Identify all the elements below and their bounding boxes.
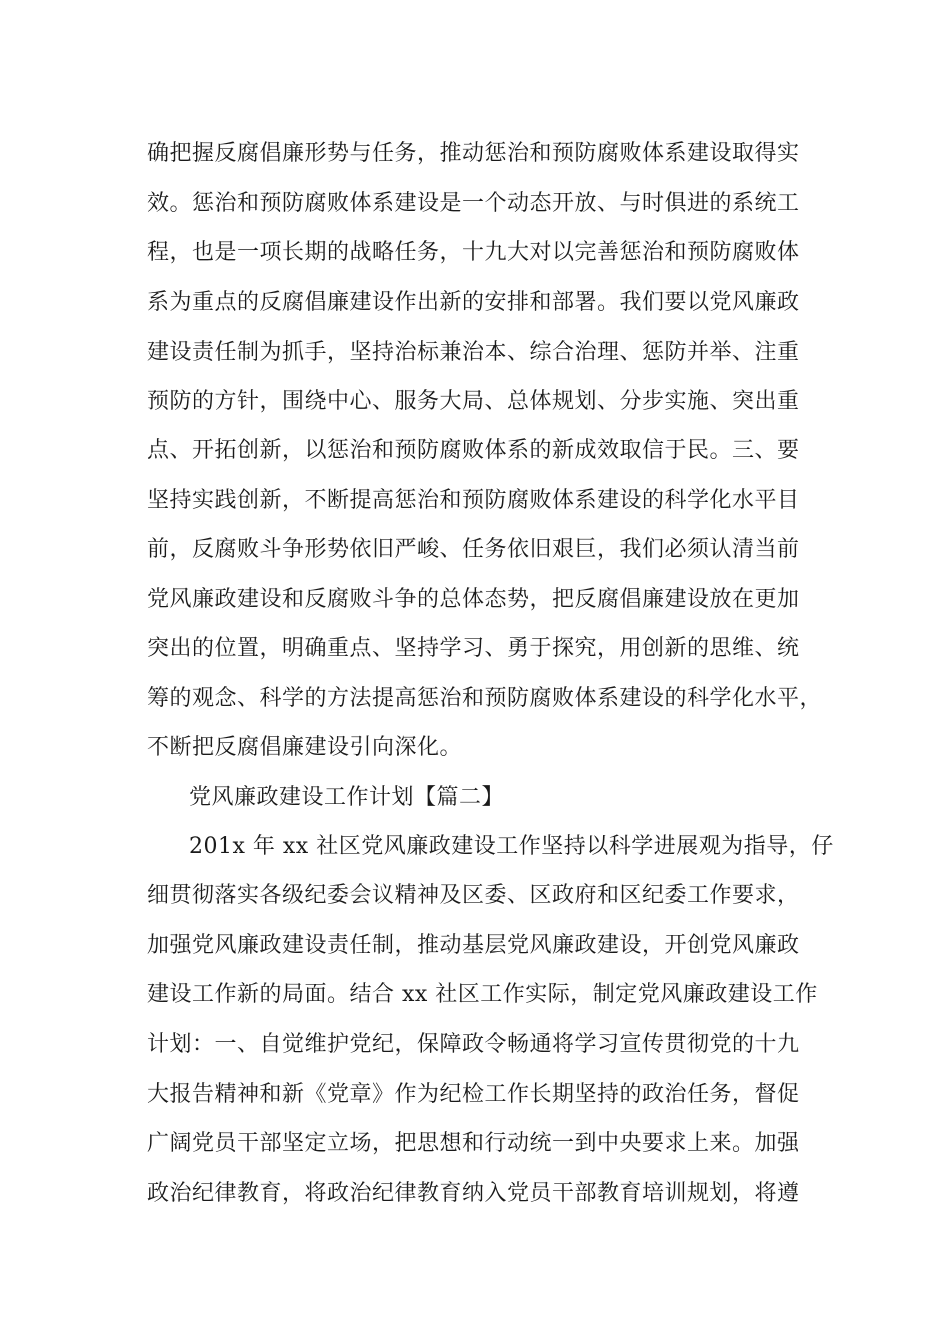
text-line: 政治纪律教育，将政治纪律教育纳入党员干部教育培训规划，将遵 (147, 1181, 800, 1206)
text-line: 广阔党员干部坚定立场，把思想和行动统一到中央要求上来。加强 (147, 1131, 800, 1156)
text-line: 不断把反腐倡廉建设引向深化。 (147, 735, 463, 760)
text-line: 大报告精神和新《党章》作为纪检工作长期坚持的政治任务，督促 (147, 1082, 800, 1107)
text-line: 党风廉政建设和反腐败斗争的总体态势，把反腐倡廉建设放在更加 (147, 587, 800, 612)
text-line: 坚持实践创新，不断提高惩治和预防腐败体系建设的科学化水平目 (147, 488, 800, 513)
text-line: 预防的方针，围绕中心、服务大局、总体规划、分步实施、突出重 (147, 389, 800, 414)
text-line: 201x 年 xx 社区党风廉政建设工作坚持以科学进展观为指导，仔 (189, 834, 834, 859)
text-line: 效。惩治和预防腐败体系建设是一个动态开放、与时俱进的系统工 (147, 191, 800, 216)
text-line: 建设责任制为抓手，坚持治标兼治本、综合治理、惩防并举、注重 (147, 340, 800, 365)
text-line: 细贯彻落实各级纪委会议精神及区委、区政府和区纪委工作要求， (147, 883, 800, 908)
text-line: 点、开拓创新，以惩治和预防腐败体系的新成效取信于民。三、要 (147, 438, 800, 463)
text-line: 加强党风廉政建设责任制，推动基层党风廉政建设，开创党风廉政 (147, 933, 800, 958)
text-line: 建设工作新的局面。结合 xx 社区工作实际，制定党风廉政建设工作 (147, 982, 818, 1007)
text-line: 程，也是一项长期的战略任务，十九大对以完善惩治和预防腐败体 (147, 240, 800, 265)
text-line: 筹的观念、科学的方法提高惩治和预防腐败体系建设的科学化水平， (147, 686, 823, 711)
text-line: 突出的位置，明确重点、坚持学习、勇于探究，用创新的思维、统 (147, 636, 800, 661)
text-line: 确把握反腐倡廉形势与任务，推动惩治和预防腐败体系建设取得实 (147, 141, 800, 166)
text-line: 系为重点的反腐倡廉建设作出新的安排和部署。我们要以党风廉政 (147, 290, 800, 315)
text-line: 计划：一、自觉维护党纪，保障政令畅通将学习宣传贯彻党的十九 (147, 1032, 800, 1057)
section-heading: 党风廉政建设工作计划【篇二】 (189, 785, 505, 810)
text-line: 前，反腐败斗争形势依旧严峻、任务依旧艰巨，我们必须认清当前 (147, 537, 800, 562)
